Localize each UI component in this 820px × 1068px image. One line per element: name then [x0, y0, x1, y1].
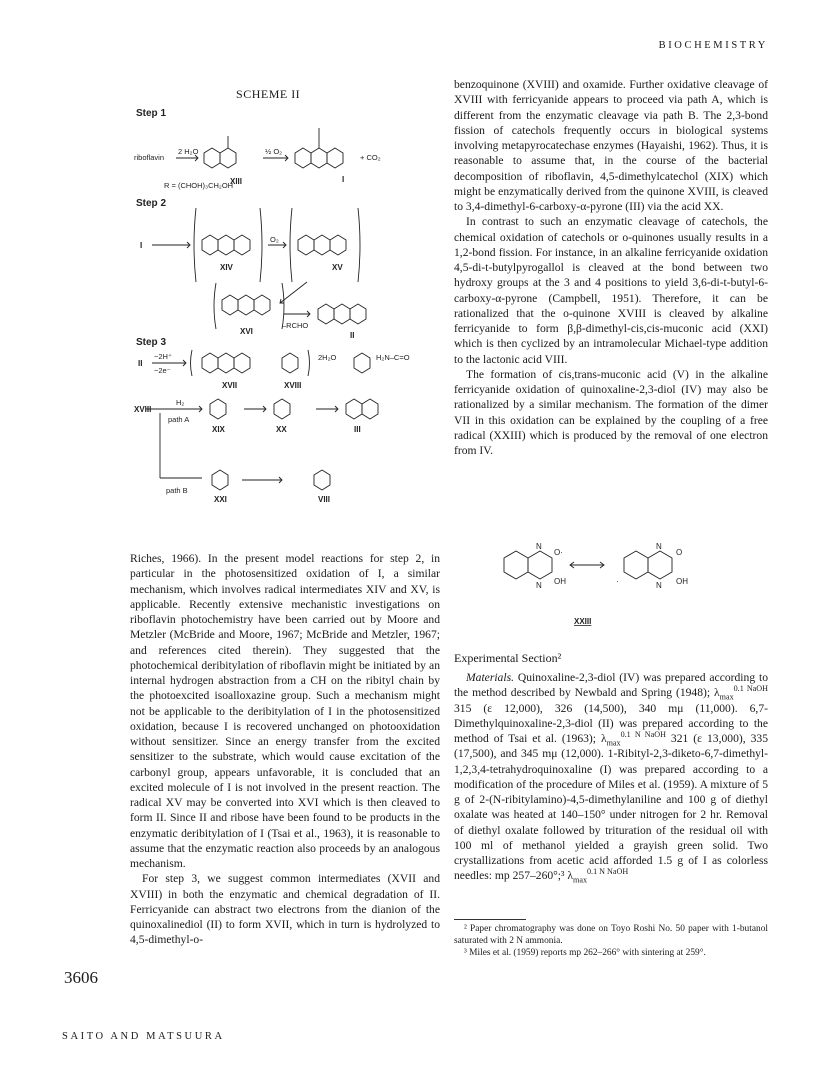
minus-2h-label: −2H⁺ [154, 352, 172, 361]
h2-label: H₂ [176, 398, 185, 407]
paragraph: The formation of cis,trans-muconic acid (V) in the alkaline ferricyanide oxidation of quinoxaline-2,3-diol (IV) may also be rationalized by a similar mechanism. The formation of the dimer VII in this oxidation can be explained by the coupling of a free radical (XXIII) which is produced by the removal of one electron from IV. [454, 367, 768, 457]
paragraph: For step 3, we suggest common intermediates (XVII and XVIII) in both the enzymatic and chemical degradation of II. Ferricyanide can abstract two electrons from the dianion of the quinoxalinediol (II) to form XVII, which in turn is hydrolyzed to 4,5-dimethyl-o- [130, 872, 440, 947]
label-XVIII: XVIII [284, 381, 302, 390]
o2-label: O₂ [270, 235, 279, 244]
h2o-label-2: 2H₂O [318, 353, 337, 362]
svg-text:OH: OH [676, 577, 688, 586]
svg-text:N: N [536, 542, 542, 551]
label-XIII: XIII [230, 177, 243, 186]
reaction-scheme [132, 98, 432, 518]
label-XVIII-start: XVIII [134, 405, 152, 414]
paragraph: benzoquinone (XVIII) and oxamide. Further oxidative cleavage of XVIII with ferricyanide appears to proceed via path A, which is different from the enzymatic cleavage via path B. The 2,3-bond fission of catechols frequently occurs in biological systems involving metapyrocatechase enzymes (Hayaishi, 1962). Thus, it is reasonable to assume that, in the course of the bacterial decomposition of riboflavin, 4,5-dimethylcatechol (XIX) which might be enzymatically derived from the quinone XVIII, is cleaved to 3,4-dimethyl-6-carboxy-α-pyrone (III) via the acid XX. [454, 78, 768, 213]
label-XIV: XIV [220, 263, 233, 272]
path-a-label: path A [168, 415, 190, 424]
scheme-title: SCHEME II [236, 87, 301, 101]
label-XIX: XIX [212, 425, 225, 434]
svg-text:OH: OH [554, 577, 566, 586]
step-3-label: Step 3 [136, 337, 167, 348]
svg-text:O·: O· [554, 548, 563, 557]
label-II-start: II [138, 359, 143, 368]
step-1-label: Step 1 [136, 108, 167, 119]
label-XX: XX [276, 425, 287, 434]
paragraph: In contrast to such an enzymatic cleavage of catechols, the chemical oxidation of catechols or o-quinones usually results in a 1,2-bond fission. For instance, in an alkaline ferricyanide oxidation 4,5-di-t-butylpyrogallol is cleaved at the bond between two hydroxy groups at the 3 and 4 positions to yield 3,6-di-t-butyl-6-carboxy-α-pyrone (Campbell, 1951). Therefore, it can be rationalized that the o-quinone XVIII is cleaved by alkaline ferricyanide to form β,β-dimethyl-cis,cis-muconic acid (XXI) which is then cyclized by an intramolecular Michael-type addition to the lactonic acid VIII. [454, 215, 768, 366]
radical-xxiii-structure [492, 538, 732, 638]
right-column [454, 77, 768, 458]
half-o2-label: ½ O₂ [265, 147, 283, 156]
label-I: I [342, 175, 345, 184]
label-II: II [350, 331, 355, 340]
label-XXIII: XXIII [574, 617, 592, 626]
label-XVI: XVI [240, 327, 253, 336]
materials-lead: Materials. [466, 671, 514, 684]
materials-paragraph: Materials. Quinoxaline-2,3-diol (IV) was prepared according to the method described by Newbald and Spring (1948); $\lambda_{max}^{0.1 NaOH}$ 315 (ε 12,000), 326 (14,500), 340 mμ (11,000). 6,7-Dimethylquinoxaline-2,3-diol (II) was prepared according to the method of Tsai et al. (1963); $\lambda_{max}^{0.1 N NaOH}$ 321 (ε 13,000), 335 (17,500), and 345 mμ (12,000). 1-Ribityl-2,3-diketo-6,7-dimethyl-1,2,3,4-tetrahydroquinoxaline (I) was prepared according to a modification of the procedure of Miles et al. (1959). A mixture of 5 g of 2-(N-ribitylamino)-4,5-dimethylaniline and 100 g of diethyl oxalate was heated at 140–150° under nitrogen for 2 hr. Removal of diethyl oxalate followed by trituration of the residual oil with 100 ml of methanol yielded a grayish green solid. Two crystallizations from acetic acid afforded 1.5 g of I as colorless needles: mp 257–260°;³ $\lambda_{max}^{0.1 N NaOH}$ [454, 671, 769, 885]
paragraph: Riches, 1966). In the present model reactions for step 2, in particular in the photosensitized oxidation of I, a similar mechanism, which involves radical intermediates XIV and XV, is applicable. Recently extensive mechanistic investigations on riboflavin photochemistry have been carried out by Moore and Metzler (McBride and Moore, 1967; McBride and Metzler, 1967; and references cited therein). They suggested that the photochemical deribitylation of riboflavin might be initiated by an internal hydrogen abstraction from a CH on the ribityl chain by the photoexcited isoalloxazine group. Such a mechanism might not be applicable to the deribitylation of I in the photosensitized oxidation, because I is recovered unchanged on photooxidation without sensitizer. Since an energy transfer from the excited sensitizer to the substrate, which would cause excitation of the carbonyl group, appears unfavorable, it is concluded that an excited molecule of I is not involved in the present reaction. The radical XV may be converted into XVI which is then cleaved to form II. Since II and ribose have been found to be products in the enzymatic deribitylation of I (Tsai et al., 1963), it is reasonable to assume that the enzymatic reaction also proceeds by an analogous mechanism. [130, 552, 440, 870]
svg-text:N: N [536, 581, 542, 590]
svg-text:N: N [656, 542, 662, 551]
footnote-rule [454, 919, 526, 920]
running-head: BIOCHEMISTRY [658, 40, 768, 51]
footnotes [454, 923, 768, 959]
co2-label: + CO₂ [360, 153, 381, 162]
svg-text:N: N [656, 581, 662, 590]
label-I-start: I [140, 241, 143, 250]
page-number: 3606 [64, 968, 98, 987]
experimental-heading: Experimental Section² [454, 651, 562, 665]
scheme-title-rest: CHEME II [243, 87, 301, 101]
label-III: III [354, 425, 361, 434]
footnote: ³ Miles et al. (1959) reports mp 262–266° with sintering at 259°. [464, 948, 706, 958]
rcho-label: –RCHO [282, 321, 309, 330]
footnote: ² Paper chromatography was done on Toyo Roshi No. 50 paper with 1-butanol saturated with 2 N ammonia. [454, 924, 768, 946]
running-foot: SAITO AND MATSUURA [62, 1031, 225, 1042]
minus-2e-label: −2e⁻ [154, 366, 171, 375]
riboflavin-label: riboflavin [134, 153, 165, 162]
path-b-label: path B [166, 486, 188, 495]
r-definition: R = (CHOH)₃CH₂OH [164, 181, 234, 190]
label-XXI: XXI [214, 495, 227, 504]
left-column [130, 551, 440, 948]
label-XV: XV [332, 263, 343, 272]
label-XVII: XVII [222, 381, 238, 390]
svg-text:O: O [676, 548, 683, 557]
svg-text:·: · [616, 577, 619, 586]
oxamide-label: H₂N–C=O [376, 353, 410, 362]
h2o-label: 2 H₂O [178, 147, 199, 156]
label-VIII: VIII [318, 495, 331, 504]
step-2-label: Step 2 [136, 198, 167, 209]
